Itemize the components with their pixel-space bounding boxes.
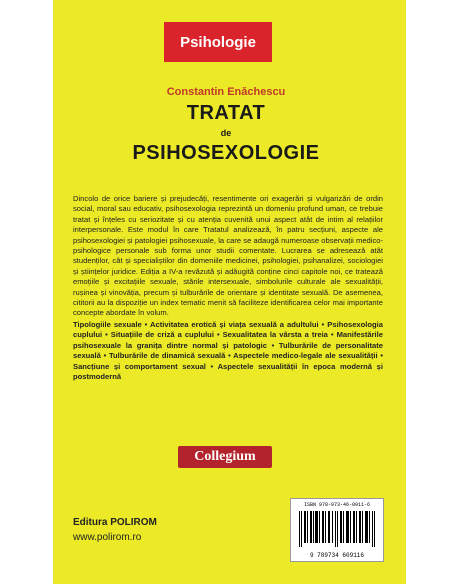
collegium-logo: Collegium	[178, 446, 272, 468]
publisher-name: Editura POLIROM	[73, 517, 157, 528]
barcode-icon	[297, 511, 377, 551]
series-label: Psihologie	[164, 22, 272, 62]
topics-list: Tipologiile sexuale • Activitatea erotică și viața sexuală a adultului • Psihosexologia cuplului • Situațiile de criză a cuplului • Sexualitatea la vârsta a treia • Manifestările psihosexuale la granița dintre normal și patologic • Tulburările de personalitate sexuală • Tulburările de dinamică sexuală • Aspectele medico-legale ale sexualității • Sancțiune și comportament sexual • Aspectele sexualității în epoca modernă și postmodernă	[73, 320, 383, 382]
isbn-barcode-box	[290, 498, 384, 562]
isbn-number: ISBN 978-973-46-0911-6	[303, 502, 370, 508]
author-name: Constantin Enăchescu	[166, 86, 286, 98]
title-connector: de	[220, 128, 232, 138]
publisher-website: www.polirom.ro	[73, 532, 142, 543]
title-line-1: TRATAT	[186, 102, 266, 124]
title-line-2: PSIHOSEXOLOGIE	[132, 142, 320, 164]
book-description: Dincolo de orice bariere și prejudecăți, resentimente ori exagerări și vulgarizări de ordin social, moral sau educativ, psihosexologia reprezintă un domeniu profund uman, ce trebuie tratat și înțeles cu seriozitate și cu atenția cuvenită unui aspect atât de intim al relațiilor interpersonale. Este modul în care Tratatul analizează, în patru secțiuni, aspecte ale psihosexologiei și patologiei psihosexuale, la care se adaugă numeroase observații medico-psihologice personale sub forma unor studii comentate. Lucrarea se adresează atât studenților, cât și specialiștilor din domeniile medicinei, psihologiei, psihanalizei, sociologiei și științelor juridice. Ediția a IV-a revăzută și adăugită conține cinci capitole noi, ce tratează emoțiile și excitațiile sexuale, stările intersexuale, simbolurile culturale ale sexualității, rușinea și vinovăția, precum și tulburările de orientare și identitate sexuală. De asemenea, cititorii au la dispoziție un index tematic menit să faciliteze identificarea celor mai importante concepte abordate în volum.	[73, 194, 383, 318]
barcode-digits: 9 789734 609116	[309, 552, 364, 559]
